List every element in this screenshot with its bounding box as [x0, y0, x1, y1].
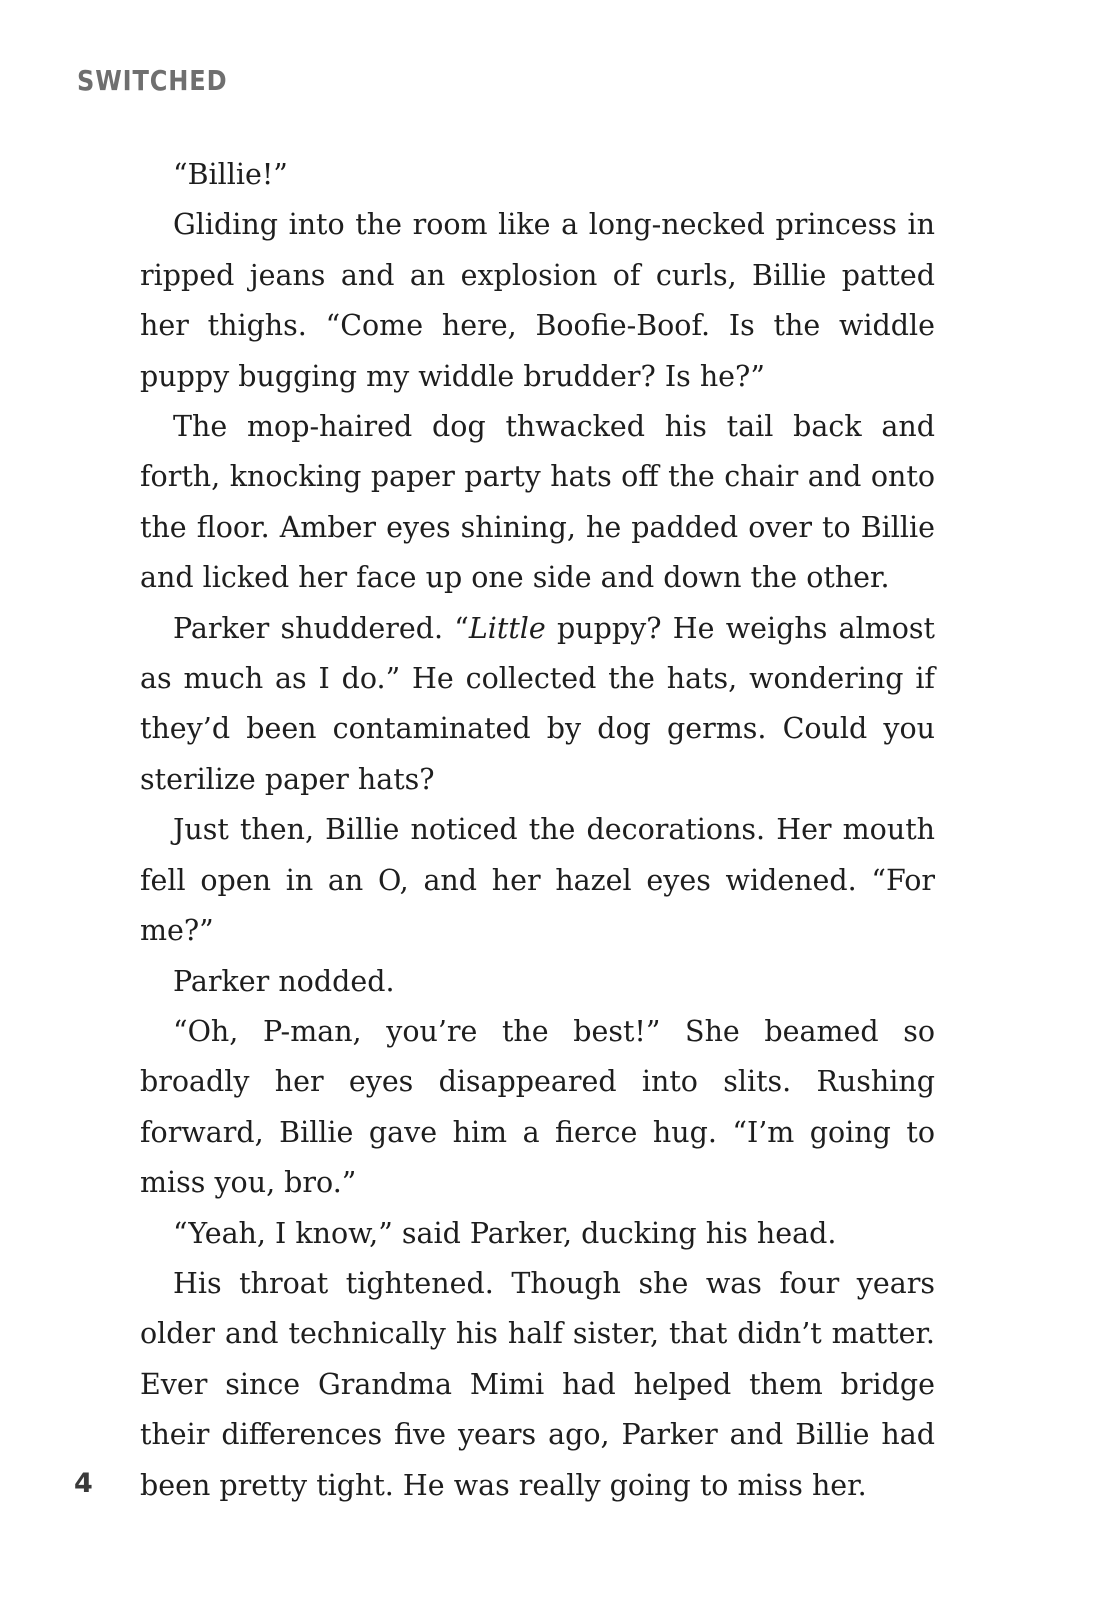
paragraph-text: puppy? He weighs almost as much as I do.” He collected the hats, wondering if they’d been contaminated by dog germs. Could you sterilize paper hats? [140, 611, 935, 796]
paragraph: His throat tightened. Though she was four years older and technically his half sister, that didn’t matter. Ever since Grandma Mimi had helped them bridge their differences five years ago, Parker and Billie had been pretty tight. He was really going to miss her. [140, 1266, 935, 1502]
paragraph [140, 604, 935, 806]
paragraph: “Billie!” [173, 158, 288, 191]
paragraph: Just then, Billie noticed the decorations. Her mouth fell open in an O, and her hazel eyes widened. “For me?” [140, 813, 935, 948]
paragraph-text: Parker shuddered. “ [173, 611, 469, 645]
paragraph: The mop-haired dog thwacked his tail back and forth, knocking paper party hats off the chair and onto the floor. Amber eyes shining, he padded over to Billie and licked her face up one side and down the other. [140, 410, 935, 595]
paragraph: Gliding into the room like a long-necked princess in ripped jeans and an explosion of curls, Billie patted her thighs. “Come here, Boofie-Boof. Is the widdle puppy bugging my widdle brudder? Is he?” [140, 208, 935, 393]
emphasis-text: Little [468, 611, 546, 645]
page-number: 4 [74, 1468, 93, 1499]
paragraph: “Oh, P-man, you’re the best!” She beamed so broadly her eyes disappeared into slits. Rushing forward, Billie gave him a fierce hug. “I’m going to miss you, bro.” [140, 1014, 935, 1200]
body-text [140, 150, 935, 1511]
running-head-title: SWITCHED [77, 64, 228, 97]
paragraph: “Yeah, I know,” said Parker, ducking his head. [173, 1216, 837, 1250]
paragraph: Parker nodded. [173, 964, 395, 998]
